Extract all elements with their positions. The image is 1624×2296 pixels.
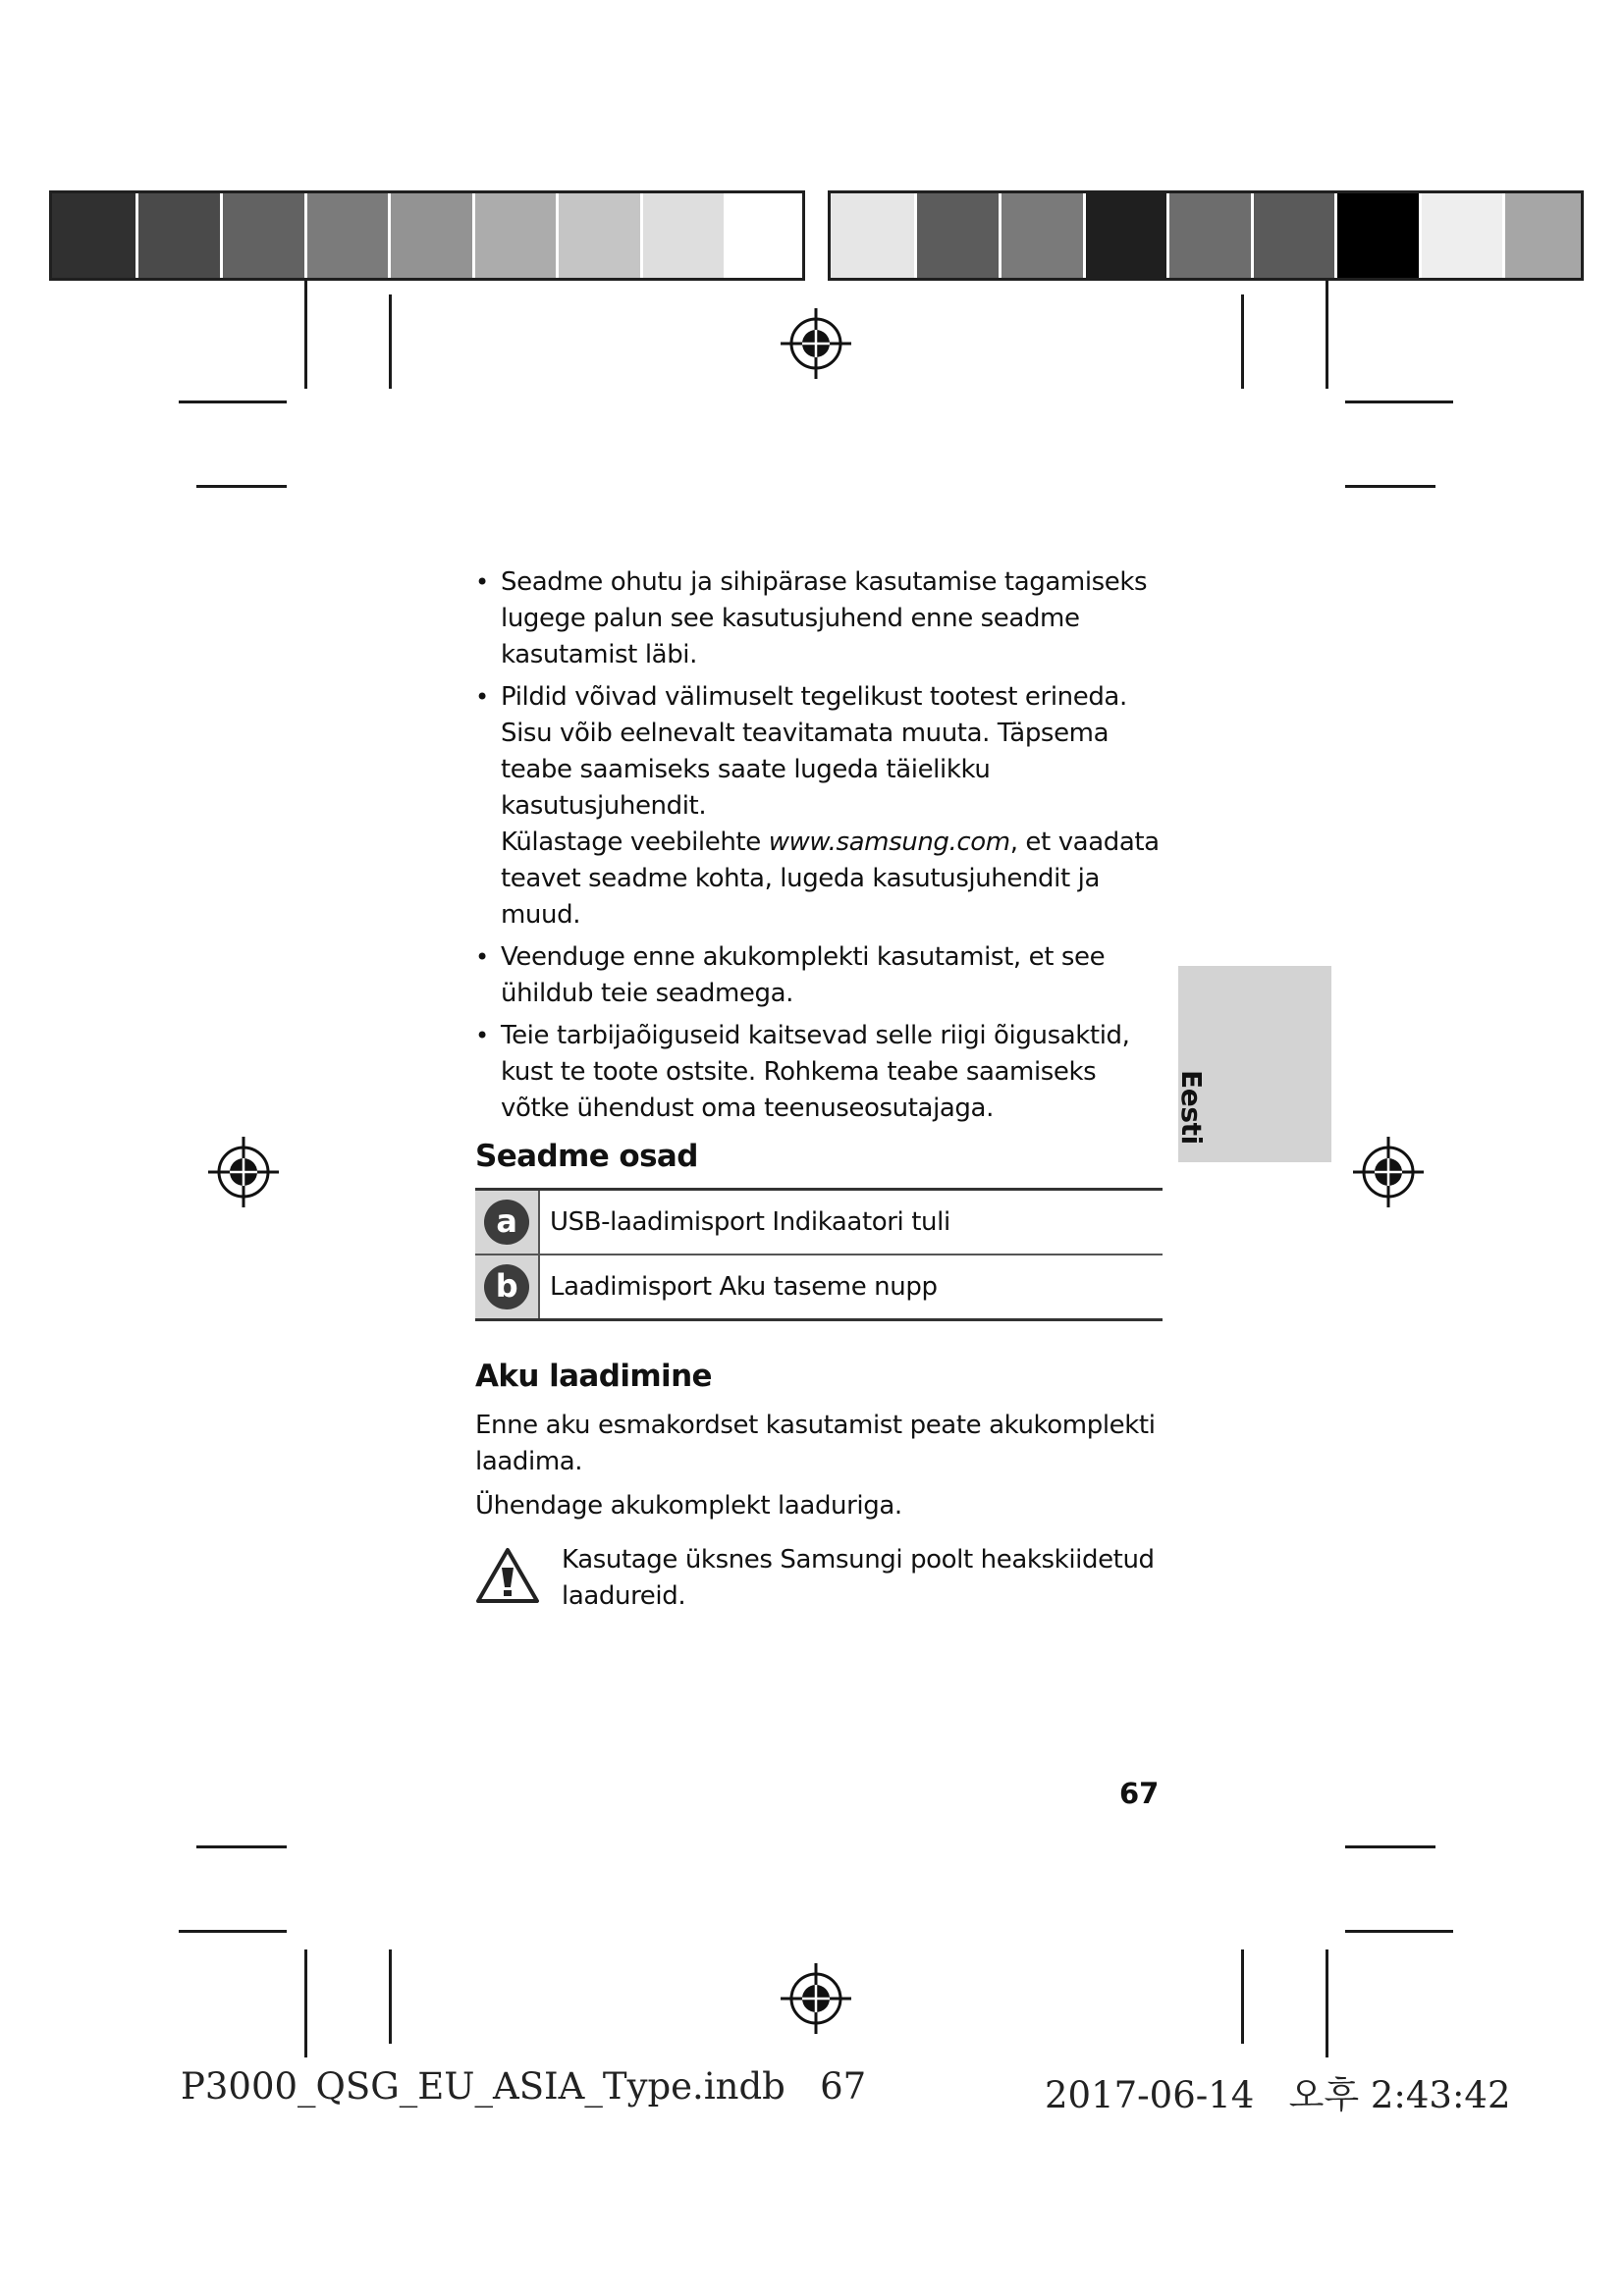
bullet-text: • Teie tarbijaõiguseid kaitsevad selle riigi õigusaktid, kust te toote ostsite. Rohkema teabe saamiseks võtke ühendust oma teenuseosutajaga. xyxy=(501,1021,1130,1123)
swatch xyxy=(472,193,556,278)
crop-mark xyxy=(1326,281,1328,389)
paragraph: Enne aku esmakordset kasutamist peate akukomplekti laadima. xyxy=(475,1411,1156,1476)
swatch xyxy=(1502,193,1581,278)
info-bullets xyxy=(475,564,1163,1127)
crop-mark xyxy=(196,485,287,488)
section-title: Seadme osad xyxy=(475,1139,698,1174)
swatch xyxy=(220,193,304,278)
bullet-text xyxy=(501,825,1163,934)
crop-mark xyxy=(1326,1949,1328,2057)
bullet-item xyxy=(475,564,1163,673)
crop-mark xyxy=(1345,1930,1453,1933)
swatch xyxy=(304,193,388,278)
swatch xyxy=(724,193,802,278)
swatch xyxy=(1419,193,1502,278)
swatch xyxy=(1334,193,1419,278)
swatch xyxy=(914,193,999,278)
crop-mark xyxy=(389,294,392,389)
crop-mark xyxy=(1345,485,1435,488)
swatch xyxy=(556,193,640,278)
section-title: Aku laadimine xyxy=(475,1359,712,1394)
swatch xyxy=(640,193,724,278)
calibration-strip-left xyxy=(49,190,805,281)
crop-mark xyxy=(179,1930,287,1933)
crop-mark xyxy=(179,400,287,403)
table-row xyxy=(475,1255,1163,1320)
swatch xyxy=(831,193,914,278)
swatch xyxy=(1166,193,1251,278)
crop-mark xyxy=(1345,1845,1435,1848)
swatch xyxy=(388,193,472,278)
warning-note xyxy=(475,1542,1163,1615)
crop-mark xyxy=(1241,294,1244,389)
samsung-link[interactable]: www.samsung.com xyxy=(768,828,1010,857)
crop-mark xyxy=(389,1949,392,2044)
crop-mark xyxy=(1241,1949,1244,2044)
paragraph: Ühendage akukomplekt laaduriga. xyxy=(475,1491,902,1521)
warning-triangle-icon xyxy=(475,1546,540,1605)
part-label: Laadimisport Aku taseme nupp xyxy=(550,1271,938,1302)
crop-mark xyxy=(196,1845,287,1848)
swatch xyxy=(135,193,220,278)
main-content xyxy=(475,564,1163,1615)
warning-text: Kasutage üksnes Samsungi poolt heakskiidetud laadureid. xyxy=(562,1545,1155,1611)
visit-prefix: Külastage veebilehte xyxy=(501,828,769,857)
registration-mark-icon xyxy=(779,306,853,381)
registration-mark-icon xyxy=(1351,1135,1426,1209)
swatch xyxy=(52,193,135,278)
part-label: USB-laadimisport Indikaatori tuli xyxy=(539,1190,1163,1255)
crop-mark xyxy=(304,281,307,389)
registration-mark-icon xyxy=(779,1961,853,2036)
device-parts-table xyxy=(475,1188,1163,1321)
bullet-text: • Pildid võivad välimuselt tegelikust tootest erineda. xyxy=(501,682,1127,712)
crop-mark xyxy=(1345,400,1453,403)
swatch xyxy=(1251,193,1334,278)
print-file-name: P3000_QSG_EU_ASIA_Type.indb 67 xyxy=(181,2065,867,2108)
part-badge-icon: a xyxy=(484,1200,529,1245)
registration-mark-icon xyxy=(206,1135,281,1209)
crop-mark xyxy=(304,1949,307,2057)
table-row xyxy=(475,1190,1163,1255)
print-timestamp: 2017-06-14 오후 2:43:42 xyxy=(1045,2074,1511,2116)
visit-suffix: , et vaadata teavet seadme kohta, lugeda kasutusjuhendit ja muud. xyxy=(501,828,1160,930)
bullet-item xyxy=(475,1018,1163,1127)
swatch xyxy=(999,193,1083,278)
bullet-text: Sisu võib eelnevalt teavitamata muuta. Täpsema teabe saamiseks saate lugeda täielikku kasutusjuhendit. xyxy=(501,719,1110,821)
bullet-item xyxy=(475,939,1163,1012)
page-number: 67 xyxy=(1119,1777,1160,1810)
bullet-text: • Veenduge enne akukomplekti kasutamist, et see ühildub teie seadmega. xyxy=(501,942,1106,1008)
language-tab-label: Eesti xyxy=(1175,1070,1208,1145)
bullet-text: • Seadme ohutu ja sihipärase kasutamise tagamiseks lugege palun see kasutusjuhend enne seadme kasutamist läbi. xyxy=(501,567,1148,669)
calibration-strip-right xyxy=(828,190,1584,281)
bullet-item xyxy=(475,679,1163,934)
swatch xyxy=(1083,193,1166,278)
part-badge-icon: b xyxy=(484,1264,529,1309)
